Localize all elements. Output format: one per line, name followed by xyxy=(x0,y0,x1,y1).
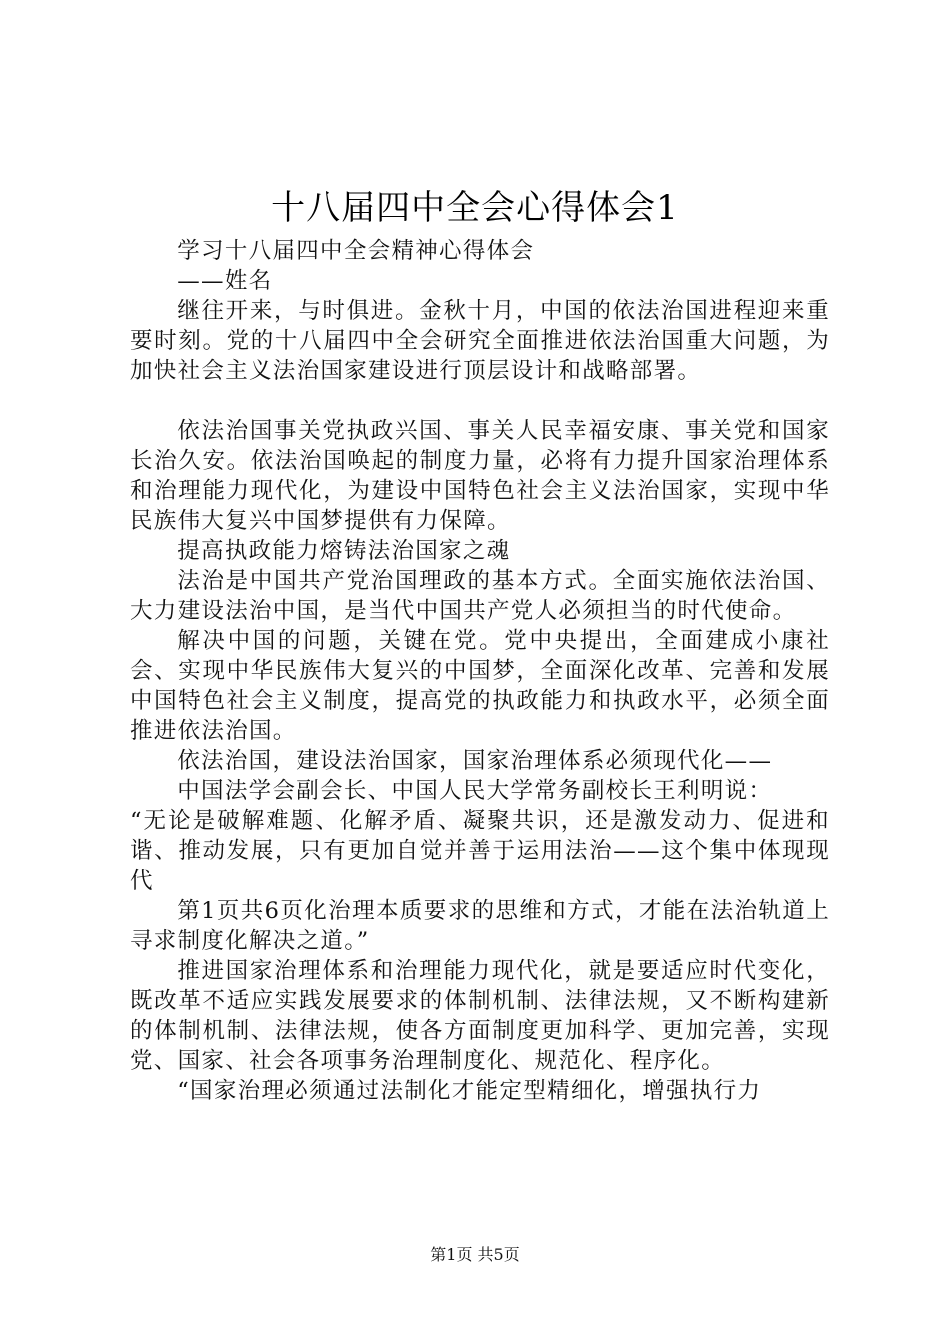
paragraph-subtitle: 学习十八届四中全会精神心得体会 xyxy=(177,238,535,264)
paragraph: 法治是中国共产党治国理政的基本方式。全面实施依法治国、大力建设法治中国，是当代中国共产党人必须担当的时代使命。 xyxy=(130,568,830,624)
paragraph: 依法治国事关党执政兴国、事关人民幸福安康、事关党和国家长治久安。依法治国唤起的制度力量，必将有力提升国家治理体系和治理能力现代化，为建设中国特色社会主义法治国家，实现中华民族伟大复兴中国梦提供有力保障。 xyxy=(130,418,830,534)
page-footer: 第1页 共5页 xyxy=(430,1245,520,1264)
document-title: 十八届四中全会心得体会1 xyxy=(271,188,679,228)
paragraph: 继往开来，与时俱进。金秋十月，中国的依法治国进程迎来重要时刻。党的十八届四中全会研究全面推进依法治国重大问题，为加快社会主义法治国家建设进行顶层设计和战略部署。 xyxy=(130,298,830,384)
paragraph-author: ——姓名 xyxy=(177,268,273,294)
section-heading: 提高执政能力熔铸法治国家之魂 xyxy=(177,538,511,564)
quote-paragraph: “无论是破解难题、化解矛盾、凝聚共识，还是激发动力、促进和谐、推动发展，只有更加自觉并善于运用法治——这个集中体现现代 xyxy=(130,808,830,894)
paragraph: 解决中国的问题，关键在党。党中央提出，全面建成小康社会、实现中华民族伟大复兴的中国梦，全面深化改革、完善和发展中国特色社会主义制度，提高党的执政能力和执政水平，必须全面推进依法治国。 xyxy=(130,628,830,744)
document-body xyxy=(130,236,830,1106)
paragraph: 中国法学会副会长、中国人民大学常务副校长王利明说： xyxy=(177,778,773,804)
paragraph: 第1页共6页化治理本质要求的思维和方式，才能在法治轨道上寻求制度化解决之道。” xyxy=(130,898,830,954)
paragraph: 依法治国，建设法治国家，国家治理体系必须现代化—— xyxy=(177,748,773,774)
paragraph: “国家治理必须通过法制化才能定型精细化，增强执行力 xyxy=(177,1078,762,1104)
paragraph: 推进国家治理体系和治理能力现代化，就是要适应时代变化，既改革不适应实践发展要求的体制机制、法律法规，又不断构建新的体制机制、法律法规，使各方面制度更加科学、更加完善，实现党、国家、社会各项事务治理制度化、规范化、程序化。 xyxy=(130,958,830,1074)
